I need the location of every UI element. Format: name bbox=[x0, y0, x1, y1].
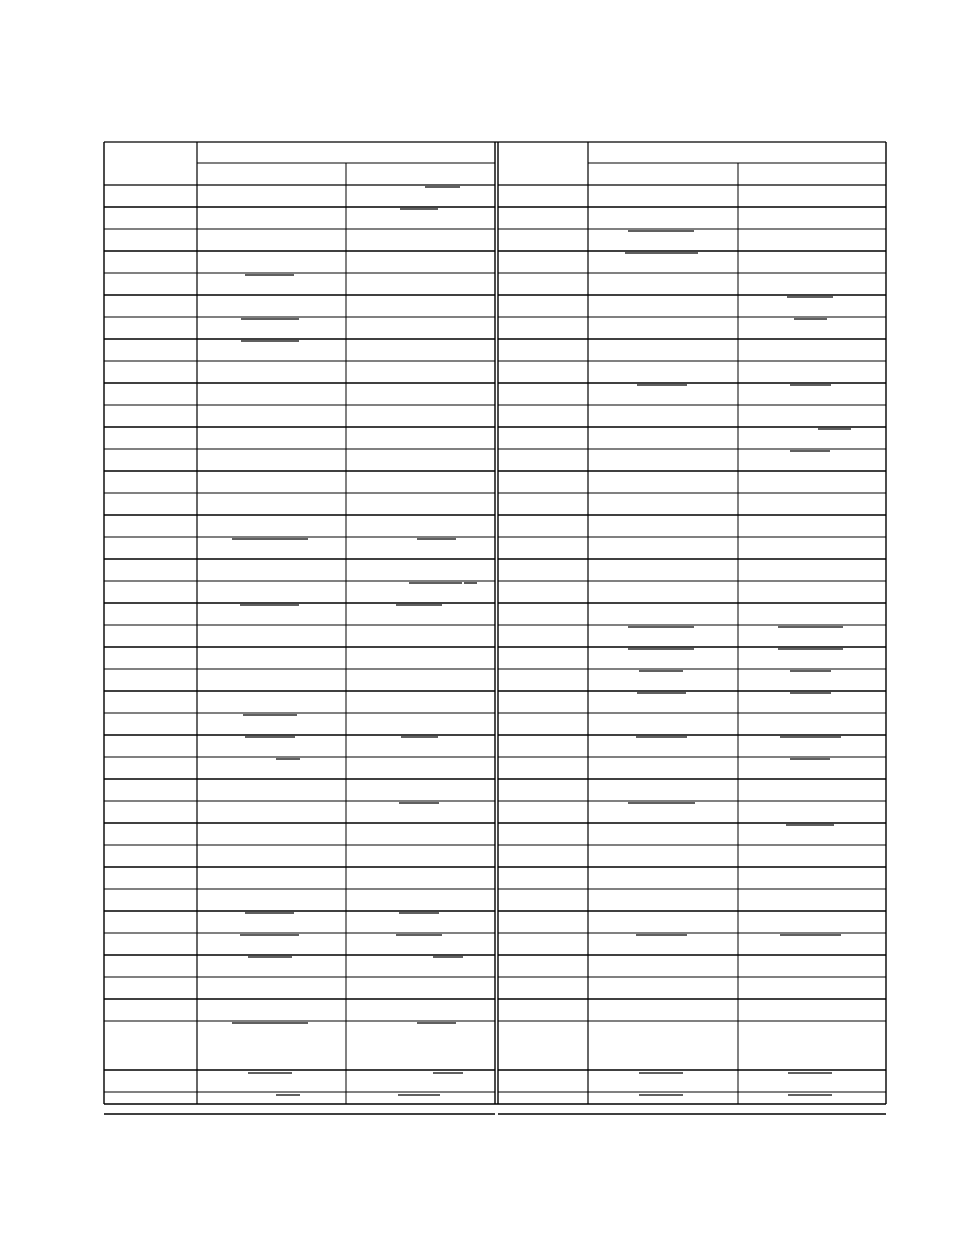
cell-underline-marks bbox=[232, 187, 851, 1095]
table-grid bbox=[104, 142, 886, 1114]
